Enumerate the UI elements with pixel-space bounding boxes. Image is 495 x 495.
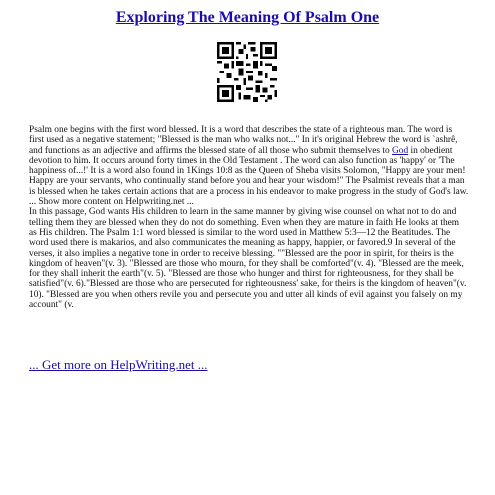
god-link[interactable]: God	[392, 145, 409, 156]
article-body	[29, 125, 469, 310]
paragraph-1-start: Psalm one begins with the first word blessed. It is a word that describes the state of a righteous man. The word is first used as a negative statement; "Blessed is the man who walks not..." In it's original Hebrew the word is `ashrê, and functions as an adjective and affirms the blessed state of all those who submit themselves to	[29, 125, 458, 156]
paragraph-1	[29, 125, 469, 207]
qr-code-icon	[217, 42, 277, 102]
paragraph-2: In this passage, God wants His children to learn in the same manner by giving wise counsel on what not to do and telling them they are blessed when they do not do something. Even when they are mature in faith He looks at them as His children. The Psalm 1:1 word blessed is similar to the word used in Matthew 5:3––12 the Beatitudes. The word used there is makarios, and also communicates the meaning as happy, happier, or favored.9 In several of the verses, it also implies a negative tone in order to receive blessing. ""Blessed are the poor in spirit, for theirs is the kingdom of heaven"(v. 3). "Blessed are those who mourn, for they shall be comforted"(v. 4). "Blessed are the meek, for they shall inherit the earth"(v. 5). "Blessed are those who hunger and thirst for righteousness, for they shall be satisfied"(v. 6)."Blessed are those who are persecuted for righteousness' sake, for theirs is the kingdom of heaven"(v. 10). "Blessed are you when others revile you and persecute you and utter all kinds of evil against you falsely on my account" (v.	[29, 207, 467, 311]
get-more-link[interactable]: ... Get more on HelpWriting.net ...	[29, 357, 208, 372]
page-title[interactable]: Exploring The Meaning Of Psalm One	[115, 9, 380, 26]
paragraph-1-end: in obedient devotion to him. It occurs around forty times in the Old Testament . The word can also function as 'happy' or 'The happiness of...!' It is a word also found in 1Kings 10:8 as the Queen of Sheba visits Solomon, "Happy are your men! Happy are your servants, who continually stand before you and hear your wisdom!" The Psalmist reveals that a man is blessed when he takes certain actions that are a process in his endeavor to make progress in the study of God's law. ... Show more content on Helpwriting.net ...	[29, 145, 469, 208]
